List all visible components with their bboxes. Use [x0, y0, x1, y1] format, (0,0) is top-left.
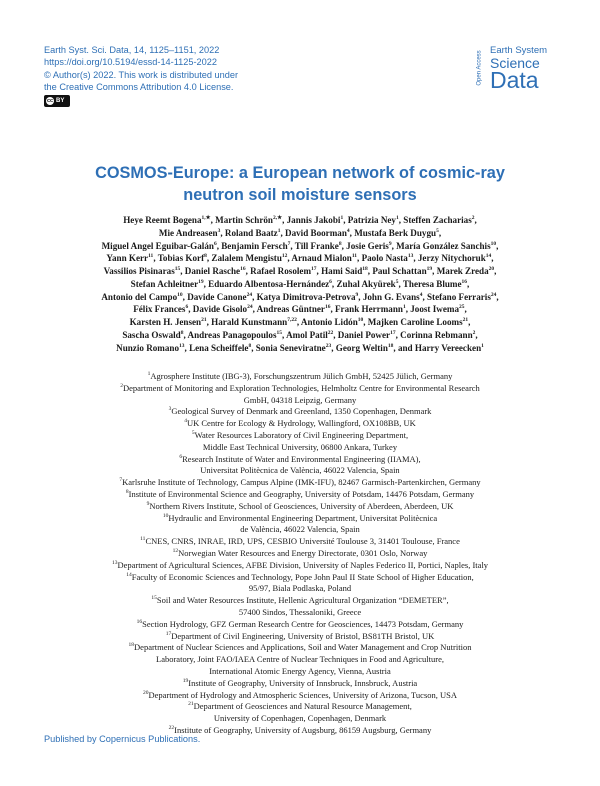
- paper-title: [60, 162, 540, 206]
- open-access-label: Open Access: [476, 50, 483, 86]
- affiliation-line: $^6$Research Institute of Water and Environmental Engineering (IIAMA),: [179, 453, 421, 464]
- affiliation-line: Middle East Technical University, 06800 Ankara, Turkey: [202, 441, 398, 452]
- title-line: COSMOS-Europe: a European network of cosmic-ray: [95, 164, 505, 182]
- author-line: Karsten H. Jensen$^{21}$, Harald Kunstmann$^{7,22}$, Antonio Lidón$^{10}$, Majken Caroline Looms$^{21}$,: [129, 316, 471, 327]
- affiliation-line: $^{16}$Section Hydrology, GFZ German Research Centre for Geosciences, 14473 Potsdam, Germany: [136, 618, 464, 629]
- author-line: Miguel Angel Eguibar-Galán$^6$, Benjamin Fersch$^7$, Till Franke$^8$, Josie Geris$^9$, María González Sanchis$^{10}$,: [101, 240, 499, 251]
- author-line: Heye Reemt Bogena$^{1,★}$, Martin Schrön$^{2,★}$, Jannis Jakobi$^1$, Patrizia Ney$^1$, Steffen Zacharias$^2$,: [123, 214, 477, 225]
- affiliation-line: $^{10}$Hydraulic and Environmental Engineering Department, Universitat Politècnica: [162, 512, 438, 523]
- affiliation-line: 95/97, Biala Podlaska, Poland: [248, 583, 352, 594]
- affiliation-line: Universitat Politècnica de València, 46022 Valencia, Spain: [200, 465, 400, 476]
- author-line: Stefan Achleitner$^{19}$, Eduardo Albentosa-Hernández$^6$, Zuhal Akyürek$^5$, Theresa Blume$^{16}$,: [130, 278, 470, 289]
- affiliation-line: $^{11}$CNES, CNRS, INRAE, IRD, UPS, CESBIO Université Toulouse 3, 31401 Toulouse, France: [140, 536, 460, 547]
- author-line: Sascha Oswald$^8$, Andreas Panagopoulos$^{15}$, Amol Patil$^{22}$, Daniel Power$^{17}$, Corinna Rebmann$^2$,: [122, 329, 478, 340]
- copyright-line: © Author(s) 2022. This work is distributed under: [44, 69, 239, 80]
- affiliation-line: $^1$Agrosphere Institute (IBG-3), Forschungszentrum Jülich GmbH, 52425 Jülich, Germany: [147, 371, 453, 381]
- title-line: neutron soil moisture sensors: [183, 186, 417, 204]
- affiliation-line: $^{22}$Institute of Geography, University of Augsburg, 86159 Augsburg, Germany: [168, 724, 432, 735]
- journal-header: [44, 44, 304, 93]
- affiliation-line: $^4$UK Centre for Ecology & Hydrology, Wallingford, OX108BB, UK: [184, 418, 416, 429]
- author-line: Mie Andreasen$^3$, Roland Baatz$^1$, David Boorman$^4$, Mustafa Berk Duygu$^5$,: [158, 227, 442, 238]
- affiliation-line: International Atomic Energy Agency, Vienna, Austria: [209, 665, 391, 676]
- logo-line-1: Earth System: [490, 45, 548, 56]
- affiliation-line: $^7$Karlsruhe Institute of Technology, Campus Alpine (IMK-IFU), 82467 Garmisch-Partenkirchen, Germany: [119, 477, 481, 488]
- doi-link[interactable]: https://doi.org/10.5194/essd-14-1125-2022: [44, 57, 217, 68]
- publisher-footer: Published by Copernicus Publications.: [44, 734, 201, 744]
- journal-citation: Earth Syst. Sci. Data, 14, 1125–1151, 2022: [44, 45, 220, 55]
- author-list: [44, 214, 556, 354]
- affiliation-line: $^{17}$Department of Civil Engineering, University of Bristol, BS81TH Bristol, UK: [165, 630, 435, 641]
- affiliation-line: $^5$Water Resources Laboratory of Civil Engineering Department,: [191, 429, 409, 440]
- author-line: Vassilios Pisinaras$^{15}$, Daniel Rasche$^{16}$, Rafael Rosolem$^{17}$, Hami Said$^{18}$, Paul Schattan$^{19}$, Marek Zreda$^{20}$,: [103, 265, 497, 276]
- affiliation-list: [44, 371, 556, 737]
- affiliation-line: $^8$Institute of Environmental Science and Geography, University of Potsdam, 14476 Potsdam, Germany: [125, 488, 475, 499]
- affiliation-line: $^{19}$Institute of Geography, University of Innsbruck, Innsbruck, Austria: [182, 677, 418, 688]
- author-line: Yann Kerr$^{11}$, Tobias Korf$^8$, Zalalem Mengistu$^{12}$, Arnaud Mialon$^{11}$, Paolo Nasta$^{13}$, Jerzy Nitychoruk$^{14}$,: [106, 253, 494, 264]
- affiliation-line: $^{14}$Faculty of Economic Sciences and Technology, Pope John Paul II State School of Higher Education,: [126, 571, 474, 582]
- journal-logo: [476, 45, 580, 95]
- affiliation-line: Laboratory, Joint FAO/IAEA Centre of Nuclear Techniques in Food and Agriculture,: [156, 654, 444, 665]
- author-line: Nunzio Romano$^{13}$, Lena Scheiffele$^8$, Sonia Seneviratne$^{23}$, Georg Weltin$^{18}$, and Harry Vereecken$^1$: [116, 342, 484, 353]
- affiliation-line: $^{18}$Department of Nuclear Sciences and Applications, Soil and Water Management and Crop Nutrition: [128, 642, 472, 653]
- cc-icon: cc: [46, 98, 54, 104]
- author-line: Félix Frances$^6$, Davide Gisolo$^{24}$, Andreas Güntner$^{16}$, Frank Herrmann$^1$, Joost Iwema$^{25}$,: [133, 304, 467, 315]
- affiliation-line: $^2$Department of Monitoring and Exploration Technologies, Helmholtz Centre for Environmental Research: [120, 382, 480, 393]
- affiliation-line: $^{15}$Soil and Water Resources Institute, Hellenic Agricultural Organization “DEMETER”,: [151, 595, 449, 606]
- logo-line-2: Science: [490, 55, 540, 71]
- affiliation-line: $^{13}$Department of Agricultural Sciences, AFBE Division, University of Naples Federico II, Portici, Naples, Italy: [111, 559, 489, 570]
- cc-by-badge[interactable]: [44, 95, 70, 107]
- affiliation-line: GmbH, 04318 Leipzig, Germany: [243, 394, 357, 405]
- license-line[interactable]: the Creative Commons Attribution 4.0 License.: [44, 81, 234, 92]
- logo-line-3: Data: [490, 67, 539, 93]
- affiliation-line: $^9$Northern Rivers Institute, School of Geosciences, University of Aberdeen, Aberdeen, UK: [146, 500, 454, 511]
- affiliation-line: $^3$Geological Survey of Denmark and Greenland, 1350 Copenhagen, Denmark: [168, 406, 432, 417]
- affiliation-line: $^{20}$Department of Hydrology and Atmospheric Sciences, University of Arizona, Tucson, USA: [142, 689, 458, 700]
- by-icon: BY: [56, 98, 65, 104]
- author-line: Antonio del Campo$^{10}$, Davide Canone$^{24}$, Katya Dimitrova-Petrova$^9$, John G. Evans$^4$, Stefano Ferraris$^{24}$,: [101, 291, 499, 302]
- affiliation-line: University of Copenhagen, Copenhagen, Denmark: [213, 713, 387, 724]
- affiliation-line: $^{21}$Department of Geosciences and Natural Resource Management,: [188, 701, 412, 712]
- affiliation-line: $^{12}$Norwegian Water Resources and Energy Directorate, 0301 Oslo, Norway: [172, 547, 428, 558]
- affiliation-line: de València, 46022 Valencia, Spain: [240, 524, 360, 535]
- affiliation-line: 57400 Sindos, Thessaloniki, Greece: [238, 606, 362, 617]
